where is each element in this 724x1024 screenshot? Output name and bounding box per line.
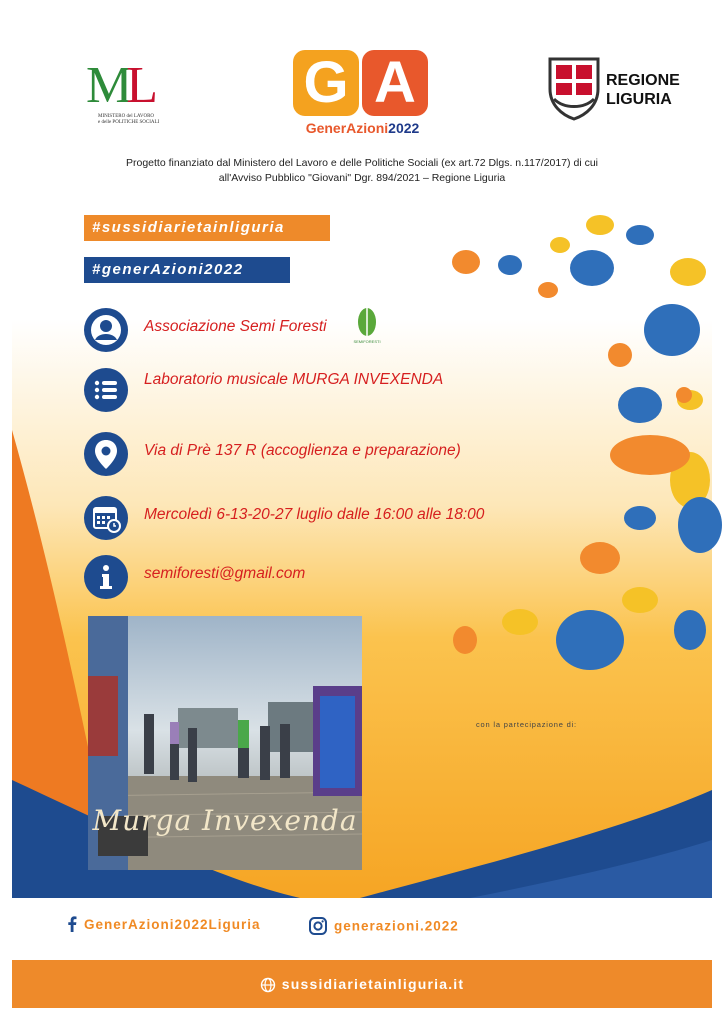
list-icon (84, 368, 128, 412)
detail-email (84, 555, 544, 603)
detail-lab (84, 368, 544, 416)
ministry-logo-letters: ML (86, 57, 153, 114)
region-line1: REGIONE (606, 72, 680, 89)
instagram-handle: generazioni.2022 (334, 918, 459, 934)
ga-sub-text: GenerAzioni (305, 120, 389, 136)
instagram-icon (308, 916, 328, 936)
hashtag-generazioni: #generAzioni2022 (84, 257, 290, 283)
region-line2: LIGURIA (606, 91, 672, 108)
footer-website: sussidiarietainliguria.it (281, 976, 465, 992)
semi-foresti-caption: SEMIFORESTI (353, 339, 381, 344)
ga-logo-g: G (293, 50, 359, 116)
detail-dates (84, 496, 544, 544)
ga-sub-year: 2022 (388, 120, 420, 136)
location-pin-icon (84, 432, 128, 476)
email-text[interactable]: semiforesti@gmail.com (144, 565, 306, 582)
instagram-link[interactable] (308, 916, 459, 938)
detail-address (84, 432, 544, 480)
user-icon (84, 308, 128, 352)
footer-bar (12, 960, 712, 1008)
funding-line2: all'Avviso Pubblico "Giovani" Dgr. 894/2021 – Regione Liguria (218, 172, 506, 184)
hashtag-sussidiarieta: #sussidiarietainliguria (84, 215, 330, 241)
detail-association (84, 308, 544, 356)
facebook-handle: GenerAzioni2022Liguria (84, 916, 261, 932)
funding-line1: Progetto finanziato dal Ministero del Lavoro e delle Politiche Sociali (ex art.72 Dlgs. n.117/2017) di cui (126, 157, 598, 169)
regione-liguria-logo (546, 55, 680, 125)
murga-photo (88, 616, 362, 870)
dates-text: Mercoledì 6-13-20-27 luglio dalle 16:00 alle 18:00 (144, 506, 485, 523)
address-text: Via di Prè 137 R (accoglienza e preparazione) (144, 442, 461, 459)
facebook-icon (66, 916, 78, 932)
ga-logo-a: A (362, 50, 428, 116)
info-icon (84, 555, 128, 599)
photo-caption: Murga Invexenda (92, 804, 358, 837)
partecipazione-label: con la partecipazione di: (476, 720, 577, 729)
ministry-caption-line2: e delle POLITICHE SOCIALI (98, 120, 160, 125)
leaf-icon (350, 304, 384, 340)
lab-name: Laboratorio musicale MURGA INVEXENDA (144, 371, 444, 388)
globe-icon (260, 977, 276, 993)
association-name: Associazione Semi Foresti (144, 318, 327, 335)
ministry-logo-caption (98, 114, 188, 126)
semi-foresti-logo (350, 304, 384, 348)
ministry-logo (86, 57, 176, 134)
ministry-caption-line1: MINISTERO del LAVORO (98, 114, 155, 119)
funding-statement (60, 156, 664, 186)
facebook-link[interactable] (66, 916, 261, 938)
shield-icon (546, 55, 602, 121)
ga-logo-subtitle (290, 120, 435, 136)
regione-liguria-text (606, 71, 680, 109)
footer-website-link[interactable] (12, 960, 712, 1008)
generazioni-logo (290, 50, 435, 142)
calendar-icon (84, 496, 128, 540)
